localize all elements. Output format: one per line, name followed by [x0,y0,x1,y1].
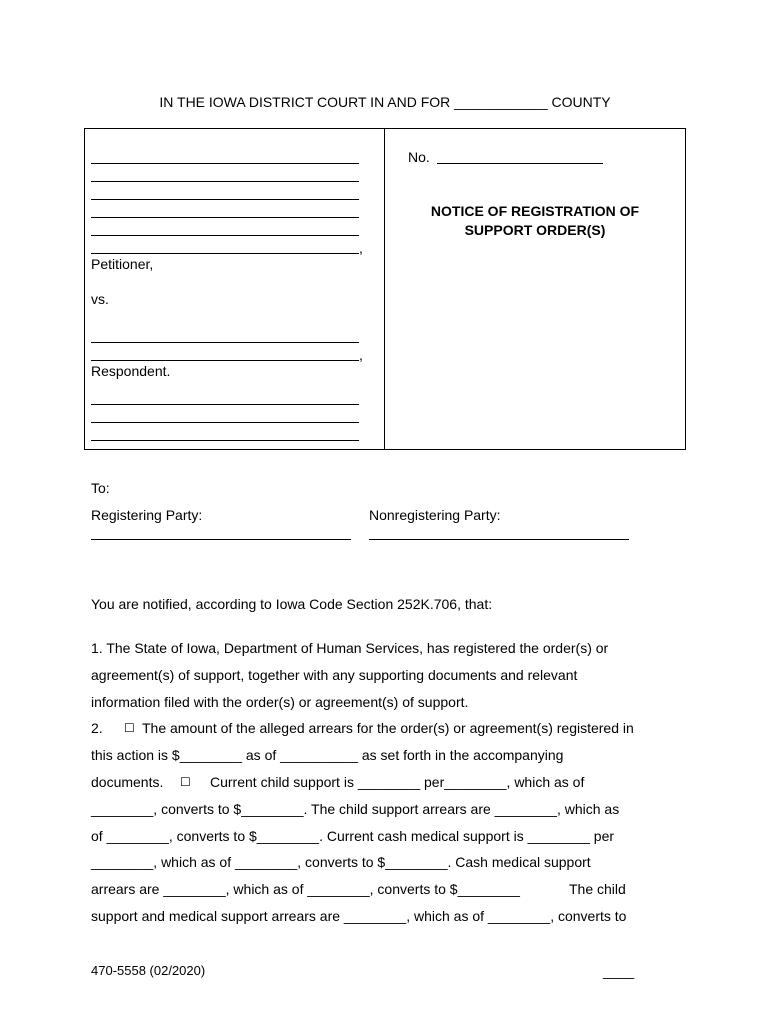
item2-line: this action is $________ as of __________ as set forth in the accompanying [91,747,564,763]
item2-line: The amount of the alleged arrears for the order(s) or agreement(s) registered in [142,720,634,736]
petitioner-line[interactable] [91,235,359,236]
caption-divider [384,128,385,450]
to-label: To: [91,480,110,496]
item2-number: 2. [91,720,103,736]
notice-title-line1: NOTICE OF REGISTRATION OF [430,203,640,219]
item2-line: Current child support is ________ per________, which as of [210,774,585,790]
nonregistering-party-label: Nonregistering Party: [369,507,501,523]
notice-title [400,202,670,240]
item2-line: ________, which as of ________, converts to $________. Cash medical support [91,854,591,870]
attorney-line[interactable] [91,404,359,405]
petitioner-label: Petitioner, [91,256,154,272]
item2-line: of ________, converts to $________. Current cash medical support is ________ per [91,828,615,844]
respondent-comma: , [359,347,363,363]
petitioner-line[interactable] [91,199,359,200]
respondent-line[interactable] [91,360,359,361]
item1-line: information filed with the order(s) or agreement(s) of support. [91,694,469,710]
item2-line: The child [569,881,626,897]
child-support-checkbox[interactable]: ☐ [180,775,191,789]
attorney-line[interactable] [91,440,359,441]
item2-line: documents. [91,774,164,790]
court-header: IN THE IOWA DISTRICT COURT IN AND FOR ____________ COUNTY [159,94,611,110]
registering-party-label: Registering Party: [91,507,203,523]
respondent-line[interactable] [91,342,359,343]
caption-box [84,128,686,450]
item2-line: ________, converts to $________. The child support arrears are ________, which as [91,801,620,817]
petitioner-comma: , [359,240,363,256]
respondent-label: Respondent. [91,363,171,379]
notice-title-line2: SUPPORT ORDER(S) [464,222,606,238]
item2-line: arrears are ________, which as of ________, converts to $________ [91,881,520,897]
case-number-line[interactable] [437,163,603,164]
arrears-checkbox[interactable]: ☐ [124,721,135,735]
form-number: 470-5558 (02/2020) [91,963,206,978]
intro-text: You are notified, according to Iowa Code Section 252K.706, that: [91,596,493,612]
item1-line: agreement(s) of support, together with any supporting documents and relevant [91,667,578,683]
petitioner-line[interactable] [91,163,359,164]
petitioner-line[interactable] [91,181,359,182]
vs-label: vs. [91,291,109,307]
petitioner-line[interactable] [91,253,359,254]
nonregistering-party-line[interactable] [369,539,629,540]
attorney-line[interactable] [91,422,359,423]
registering-party-line[interactable] [91,539,351,540]
item1-line: 1. The State of Iowa, Department of Human Services, has registered the order(s) or [91,640,609,656]
item2-line: support and medical support arrears are ________, which as of ________, converts to [91,908,627,924]
petitioner-line[interactable] [91,217,359,218]
page-number-blank: ____ [603,963,635,979]
case-number-label: No. [408,149,430,165]
